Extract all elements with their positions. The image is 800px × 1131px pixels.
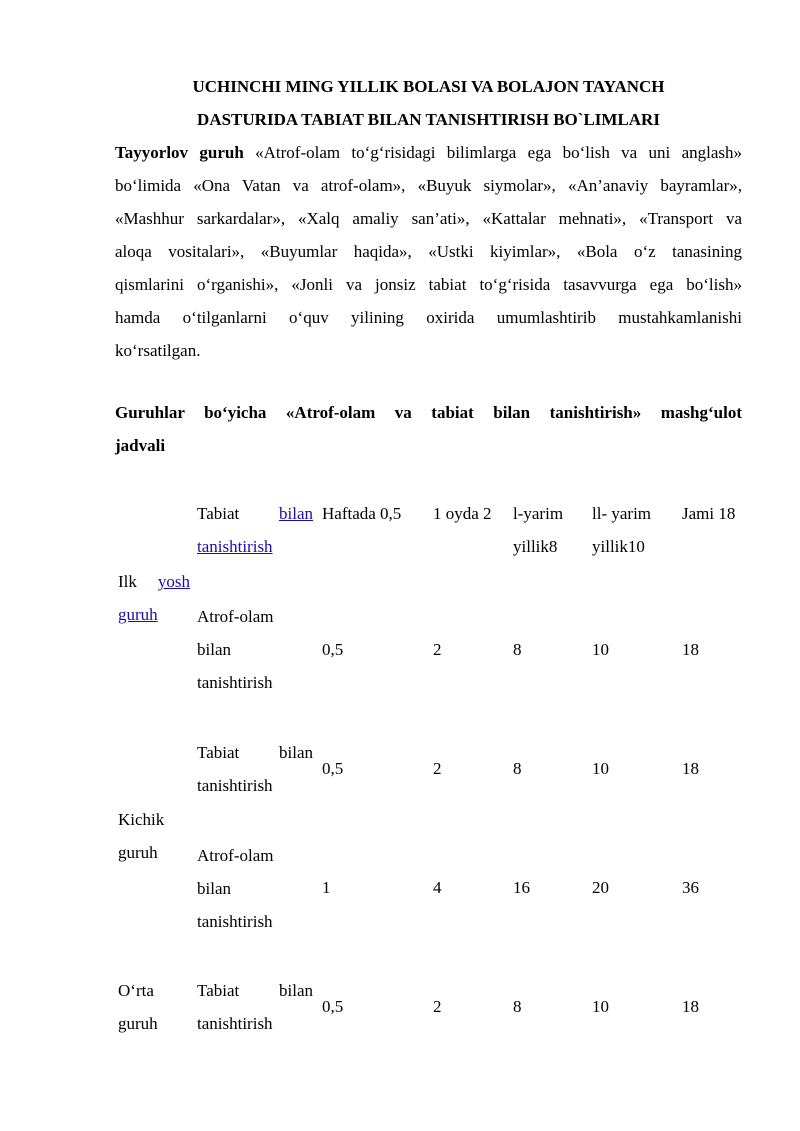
group-ilk-link-2[interactable]: guruh	[118, 605, 158, 624]
row-3-weekly: 1	[322, 878, 331, 897]
header-monthly: 1 oyda 2	[433, 504, 492, 523]
row-2-subject: Tabiat bilan tanishtirish	[197, 743, 313, 795]
intro-line-5: qismlarini o‘rganishi», «Jonli va jonsiz tabiat to‘g‘risida tasavvurga ega bo‘lish»	[115, 275, 742, 294]
row-4-half1: 8	[513, 997, 522, 1016]
group-ilk-yosh: Ilk yosh guruh	[118, 565, 190, 631]
group-orta: O‘rta guruh	[118, 981, 158, 1033]
row-1-weekly: 0,5	[322, 640, 344, 659]
intro-line-7: ko‘rsatilgan.	[115, 341, 201, 360]
row-3-half1: 16	[513, 878, 530, 897]
intro-line-4: aloqa vositalari», «Buyumlar haqida», «Ustki kiyimlar», «Bola o‘z tanasining	[115, 242, 742, 261]
header-subject: Tabiat bilan tanishtirish	[197, 504, 313, 556]
row-3-subject: Atrof-olam bilan tanishtirish	[197, 846, 274, 931]
intro-line-2: bo‘limida «Ona Vatan va atrof-olam», «Buyuk siymolar», «An’anaviy bayramlar»,	[115, 176, 742, 195]
header-weekly: Haftada 0,5	[322, 504, 402, 523]
row-1-monthly: 2	[433, 640, 442, 659]
row-2-total: 18	[682, 759, 699, 778]
row-4-total: 18	[682, 997, 699, 1016]
row-3-total: 36	[682, 878, 699, 897]
row-2-weekly: 0,5	[322, 759, 344, 778]
row-1-subject: Atrof-olam bilan tanishtirish	[197, 607, 274, 692]
header-total: Jami 18	[682, 504, 736, 523]
row-3-monthly: 4	[433, 878, 442, 897]
row-1-half1: 8	[513, 640, 522, 659]
header-subject-link-2[interactable]: tanishtirish	[197, 537, 273, 556]
table-heading	[115, 396, 742, 462]
document-title-line-1: UCHINCHI MING YILLIK BOLASI VA BOLAJON TAYANCH	[192, 77, 665, 96]
row-2-half1: 8	[513, 759, 522, 778]
table-heading-line-1: Guruhlar bo‘yicha «Atrof-olam va tabiat bilan tanishtirish» mashg‘ulot	[115, 403, 742, 422]
row-4-monthly: 2	[433, 997, 442, 1016]
intro-line-1: «Atrof-olam to‘g‘risidagi bilimlarga ega bo‘lish va uni anglash»	[243, 143, 742, 162]
group-ilk-link[interactable]: yosh	[157, 572, 190, 591]
row-3-half2: 20	[592, 878, 609, 897]
header-subject-link[interactable]: bilan	[279, 504, 313, 523]
row-1-total: 18	[682, 640, 699, 659]
row-1-half2: 10	[592, 640, 609, 659]
row-4-subject: Tabiat bilan tanishtirish	[197, 981, 313, 1033]
header-half1: l-yarim yillik8	[513, 504, 564, 556]
row-2-monthly: 2	[433, 759, 442, 778]
intro-bold-lead: Tayyorlov guruh	[115, 143, 244, 162]
row-2-half2: 10	[592, 759, 609, 778]
intro-line-6: hamda o‘tilganlarni o‘quv yilining oxirida umumlashtirib mustahkamlanishi	[115, 308, 742, 327]
row-4-weekly: 0,5	[322, 997, 344, 1016]
table-heading-line-2: jadvali	[115, 436, 166, 455]
intro-paragraph	[115, 136, 742, 367]
row-4-half2: 10	[592, 997, 609, 1016]
document-title-line-2: DASTURIDA TABIAT BILAN TANISHTIRISH BO`LIMLARI	[197, 110, 660, 129]
header-half2: ll- yarim yillik10	[592, 504, 652, 556]
group-kichik: Kichik guruh	[118, 810, 165, 862]
intro-line-3: «Mashhur sarkardalar», «Xalq amaliy san’ati», «Kattalar mehnati», «Transport va	[115, 209, 742, 228]
